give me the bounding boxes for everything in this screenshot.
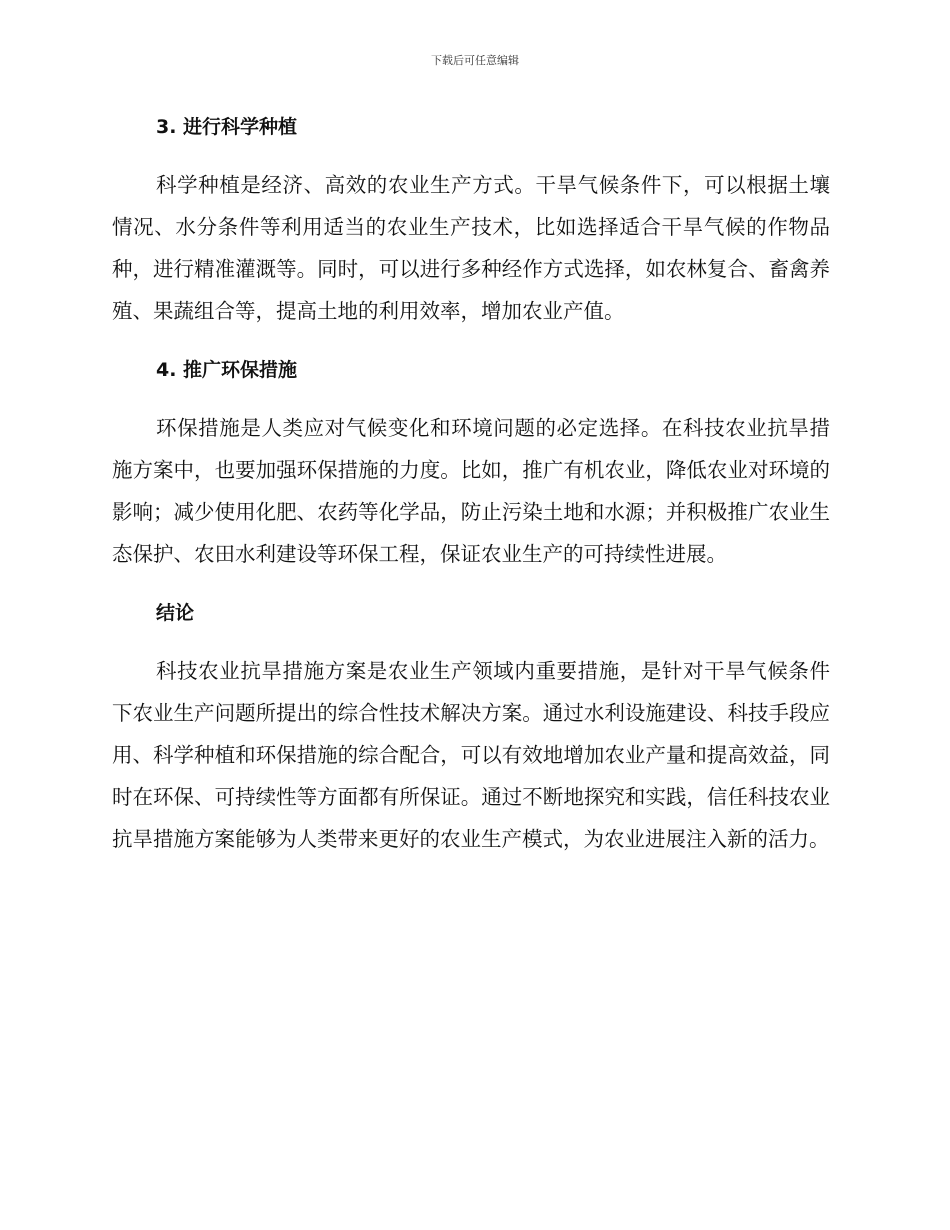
document-body bbox=[112, 110, 830, 881]
section-heading: 结论 bbox=[156, 602, 195, 624]
section-scientific-planting bbox=[112, 110, 830, 332]
section-heading: 3. 进行科学种植 bbox=[156, 116, 298, 138]
section-paragraph: 科学种植是经济、高效的农业生产方式。干旱气候条件下，可以根据土壤情况、水分条件等利用适当的农业生产技术，比如选择适合干旱气候的作物品种，进行精准灌溉等。同时，可以进行多种经作方式选择，如农林复合、畜禽养殖、果蔬组合等，提高土地的利用效率，增加农业产值。 bbox=[112, 173, 830, 323]
section-paragraph: 环保措施是人类应对气候变化和环境问题的必定选择。在科技农业抗旱措施方案中，也要加强环保措施的力度。比如，推广有机农业，降低农业对环境的影响；减少使用化肥、农药等化学品，防止污染土地和水源；并积极推广农业生态保护、农田水利建设等环保工程，保证农业生产的可持续性进展。 bbox=[112, 416, 830, 566]
section-paragraph: 科技农业抗旱措施方案是农业生产领域内重要措施，是针对干旱气候条件下农业生产问题所提出的综合性技术解决方案。通过水利设施建设、科技手段应用、科学种植和环保措施的综合配合，可以有效地增加农业产量和提高效益，同时在环保、可持续性等方面都有所保证。通过不断地探究和实践，信任科技农业抗旱措施方案能够为人类带来更好的农业生产模式，为农业进展注入新的活力。 bbox=[112, 659, 830, 851]
section-environmental-measures bbox=[112, 353, 830, 575]
section-conclusion bbox=[112, 596, 830, 860]
page-header: 下载后可任意编辑 bbox=[431, 54, 519, 67]
section-heading: 4. 推广环保措施 bbox=[156, 359, 298, 381]
